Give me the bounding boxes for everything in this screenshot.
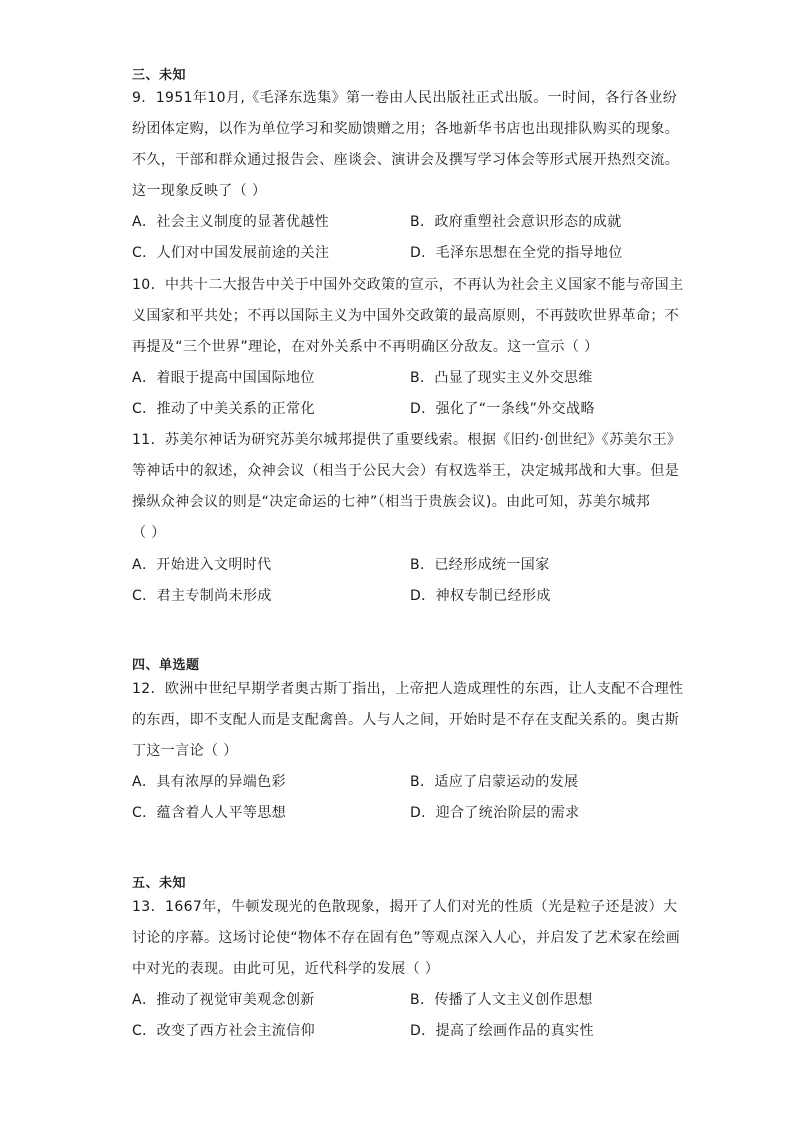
option-c[interactable]: C．人们对中国发展前途的关注 [132, 245, 330, 261]
option-a[interactable]: A．具有浓厚的异端色彩 [132, 774, 286, 790]
option-d[interactable]: D．迎合了统治阶层的需求 [410, 805, 580, 821]
option-c[interactable]: C．推动了中美关系的正常化 [132, 401, 315, 417]
section-heading: 五、未知 [132, 876, 187, 891]
option-d[interactable]: D．强化了“一条线”外交战略 [410, 401, 595, 417]
option-c[interactable]: C．蕴含着人人平等思想 [132, 805, 287, 821]
question-text-line: 等神话中的叙述，众神会议（相当于公民大会）有权选举王，决定城邦战和大事。但是 [132, 463, 680, 479]
option-d[interactable]: D．神权专制已经形成 [410, 588, 551, 604]
option-a[interactable]: A．开始进入文明时代 [132, 557, 272, 573]
option-b[interactable]: B．传播了人文主义创作思想 [410, 992, 593, 1008]
question-text-line: 12．欧洲中世纪早期学者奥古斯丁指出，上帝把人造成理性的东西，让人支配不合理性 [132, 681, 684, 697]
option-b[interactable]: B．凸显了现实主义外交思维 [410, 370, 593, 386]
question-text-line: 丁这一言论（ ） [132, 743, 238, 759]
option-b[interactable]: B．适应了启蒙运动的发展 [410, 774, 579, 790]
option-c[interactable]: C．君主专制尚未形成 [132, 588, 272, 604]
option-a[interactable]: A．推动了视觉审美观念创新 [132, 992, 315, 1008]
option-b[interactable]: B．政府重塑社会意识形态的成就 [410, 214, 622, 230]
option-c[interactable]: C．改变了西方社会主流信仰 [132, 1023, 315, 1039]
question-text-line: （ ） [132, 525, 166, 541]
question-text-line: 13．1667年，牛顿发现光的色散现象，揭开了人们对光的性质（光是粒子还是波）大 [132, 899, 678, 915]
question-text-line: 不久，干部和群众通过报告会、座谈会、演讲会及撰写学习体会等形式展开热烈交流。 [132, 152, 680, 168]
question-text-line: 11．苏美尔神话为研究苏美尔城邦提供了重要线索。根据《旧约·创世纪》《苏美尔王》 [132, 432, 682, 448]
question-text-line: 这一现象反映了（ ） [132, 183, 267, 199]
question-text-line: 讨论的序幕。这场讨论使“物体不存在固有色”等观点深入人心，并启发了艺术家在绘画 [132, 930, 681, 946]
option-a[interactable]: A．着眼于提高中国国际地位 [132, 370, 315, 386]
option-d[interactable]: D．提高了绘画作品的真实性 [410, 1023, 594, 1039]
section-heading: 三、未知 [132, 68, 187, 83]
question-text-line: 操纵众神会议的则是“决定命运的七神”（相当于贵族会议)。由此可知，苏美尔城邦 [132, 494, 651, 510]
question-text-line: 10．中共十二大报告中关于中国外交政策的宣示，不再认为社会主义国家不能与帝国主 [132, 277, 684, 293]
option-b[interactable]: B．已经形成统一国家 [410, 557, 550, 573]
question-text-line: 的东西，即不支配人而是支配禽兽。人与人之间，开始时是不存在支配关系的。奥古斯 [132, 712, 680, 728]
question-text-line: 中对光的表现。由此可见，近代科学的发展（ ） [132, 961, 440, 977]
option-d[interactable]: D．毛泽东思想在全党的指导地位 [410, 245, 623, 261]
question-text-line: 义国家和平共处；不再以国际主义为中国外交政策的最高原则，不再鼓吹世界革命；不 [132, 308, 680, 324]
question-text-line: 9．1951年10月,《毛泽东选集》第一卷由人民出版社正式出版。一时间，各行各业纷 [132, 90, 678, 106]
question-text-line: 纷团体定购，以作为单位学习和奖励馈赠之用；各地新华书店也出现排队购买的现象。 [132, 121, 680, 137]
question-text-line: 再提及“三个世界”理论，在对外关系中不再明确区分敌友。这一宣示（ ） [132, 339, 599, 355]
option-a[interactable]: A．社会主义制度的显著优越性 [132, 214, 330, 230]
section-heading: 四、单选题 [132, 658, 200, 673]
